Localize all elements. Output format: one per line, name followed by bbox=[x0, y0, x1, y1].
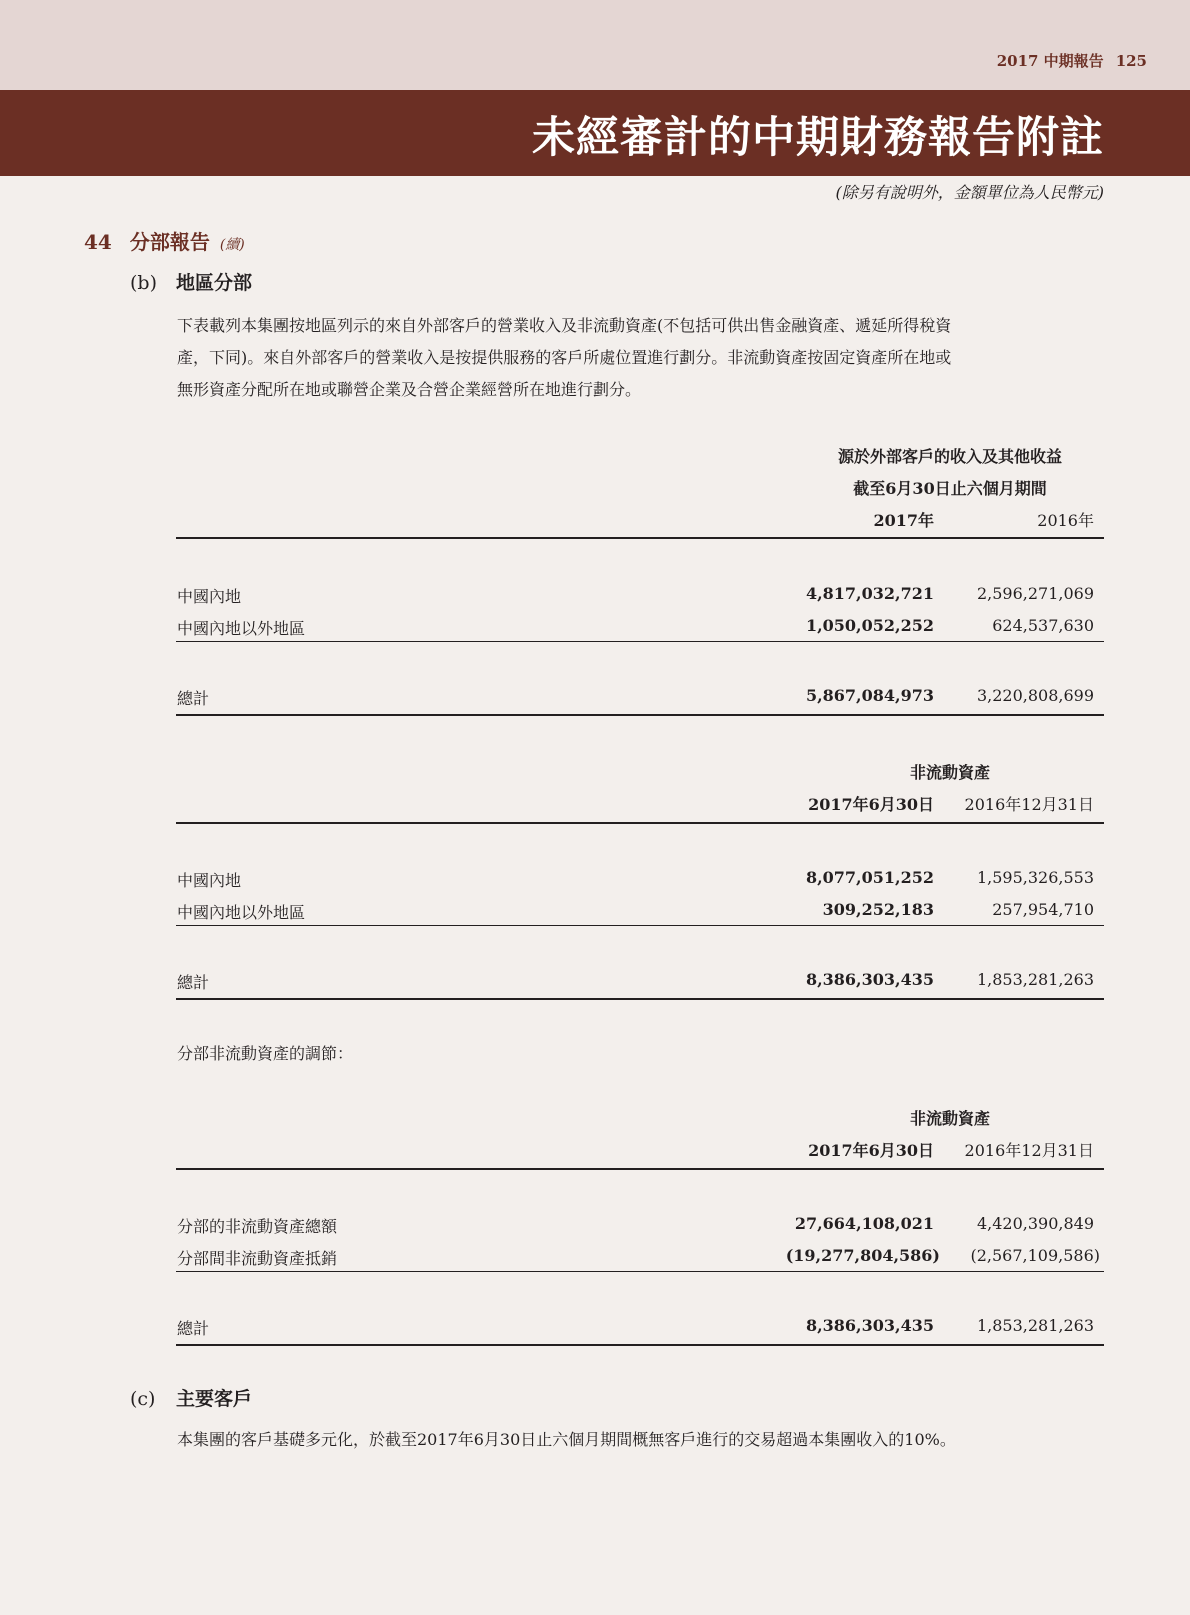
reconciliation-note: 分部非流動資產的調節： bbox=[177, 1044, 354, 1063]
table1-row-value-2017: 1,050,052,252 bbox=[805, 616, 934, 635]
table3-col1-header: 2017年6月30日 bbox=[808, 1141, 934, 1160]
page-title: 未經審計的中期財務報告附註 bbox=[532, 113, 1104, 163]
subsection-b-paragraph bbox=[177, 310, 1107, 406]
table1-header-rule bbox=[176, 537, 1104, 539]
table3-row-value-2016: 4,420,390,849 bbox=[976, 1214, 1094, 1233]
table2-heading: 非流動資產 bbox=[909, 763, 990, 782]
table1-heading: 源於外部客戶的收入及其他收益 bbox=[837, 447, 1062, 466]
subsection-c-paragraph: 本集團的客戶基礎多元化，於截至2017年6月30日止六個月期間概無客戶進行的交易超過本集團收入的10%。 bbox=[177, 1430, 956, 1449]
title-bar bbox=[0, 90, 1190, 176]
table3-header-rule bbox=[176, 1168, 1104, 1170]
table1-total-value-2016: 3,220,808,699 bbox=[976, 686, 1094, 705]
subsection-b-title: 地區分部 bbox=[176, 272, 253, 294]
paragraph-line: 下表載列本集團按地區列示的來自外部客戶的營業收入及非流動資產(不包括可供出售金融資產、遞延所得稅資 bbox=[177, 316, 952, 335]
table3-heading: 非流動資產 bbox=[909, 1109, 990, 1128]
table1-row-value-2017: 4,817,032,721 bbox=[805, 584, 934, 603]
table2-subtotal-rule bbox=[176, 925, 1104, 926]
table1-col1-header: 2017年 bbox=[873, 511, 934, 530]
table3-row-value-2016: (2,567,109,586) bbox=[970, 1246, 1100, 1265]
subsection-b-heading bbox=[130, 268, 252, 295]
table2-header-rule bbox=[176, 822, 1104, 824]
subsection-b-tag: (b) bbox=[130, 272, 157, 294]
table2-row-label: 中國內地 bbox=[177, 871, 242, 890]
table2-total-rule bbox=[176, 998, 1104, 1000]
paragraph-line: 無形資產分配所在地或聯營企業及合營企業經營所在地進行劃分。 bbox=[177, 380, 642, 399]
table3-row-label: 分部間非流動資產抵銷 bbox=[177, 1249, 338, 1268]
table3-total-value-2017: 8,386,303,435 bbox=[805, 1316, 934, 1335]
subsection-c-title: 主要客戶 bbox=[176, 1388, 253, 1410]
table2-row-value-2016: 1,595,326,553 bbox=[976, 868, 1094, 887]
table3-total-rule bbox=[176, 1344, 1104, 1346]
table2-total-value-2017: 8,386,303,435 bbox=[805, 970, 934, 989]
page-number: 125 bbox=[1115, 52, 1147, 70]
table2-col1-header: 2017年6月30日 bbox=[808, 795, 934, 814]
unit-note: (除另有說明外，金額單位為人民幣元) bbox=[835, 183, 1104, 202]
table1-col2-header: 2016年 bbox=[1037, 511, 1094, 530]
table3-subtotal-rule bbox=[176, 1271, 1104, 1272]
table1-total-value-2017: 5,867,084,973 bbox=[805, 686, 934, 705]
table2-row-value-2017: 309,252,183 bbox=[822, 900, 934, 919]
table2-total-value-2016: 1,853,281,263 bbox=[976, 970, 1094, 989]
table1-row-label: 中國內地 bbox=[177, 587, 242, 606]
table1-total-label: 總計 bbox=[177, 689, 210, 708]
table3-col2-header: 2016年12月31日 bbox=[964, 1141, 1094, 1160]
paragraph-line: 產，下同)。來自外部客戶的營業收入是按提供服務的客戶所處位置進行劃分。非流動資產按固定資產所在地或 bbox=[177, 348, 952, 367]
report-name: 2017 中期報告 bbox=[996, 52, 1104, 70]
table3-total-value-2016: 1,853,281,263 bbox=[976, 1316, 1094, 1335]
table3-row-value-2017: (19,277,804,586) bbox=[785, 1246, 940, 1265]
table3-row-label: 分部的非流動資產總額 bbox=[177, 1217, 338, 1236]
table2-row-value-2016: 257,954,710 bbox=[992, 900, 1094, 919]
section-continued: (續) bbox=[219, 237, 245, 253]
table2-total-label: 總計 bbox=[177, 973, 210, 992]
table1-row-value-2016: 2,596,271,069 bbox=[976, 584, 1094, 603]
section-number: 44 bbox=[84, 230, 112, 254]
subsection-c-tag: (c) bbox=[130, 1388, 156, 1410]
table3-row-value-2017: 27,664,108,021 bbox=[794, 1214, 934, 1233]
table2-row-value-2017: 8,077,051,252 bbox=[805, 868, 934, 887]
table2-row-label: 中國內地以外地區 bbox=[177, 903, 306, 922]
section-heading bbox=[84, 226, 245, 255]
table1-subtotal-rule bbox=[176, 641, 1104, 642]
table1-total-rule bbox=[176, 714, 1104, 716]
table1-subheading: 截至6月30日止六個月期間 bbox=[853, 479, 1047, 498]
section-title: 分部報告 bbox=[129, 230, 210, 254]
page-reference bbox=[997, 50, 1147, 71]
table1-row-value-2016: 624,537,630 bbox=[992, 616, 1094, 635]
table2-col2-header: 2016年12月31日 bbox=[964, 795, 1094, 814]
table1-row-label: 中國內地以外地區 bbox=[177, 619, 306, 638]
table3-total-label: 總計 bbox=[177, 1319, 210, 1338]
top-band bbox=[0, 0, 1190, 90]
subsection-c-heading bbox=[130, 1384, 252, 1411]
